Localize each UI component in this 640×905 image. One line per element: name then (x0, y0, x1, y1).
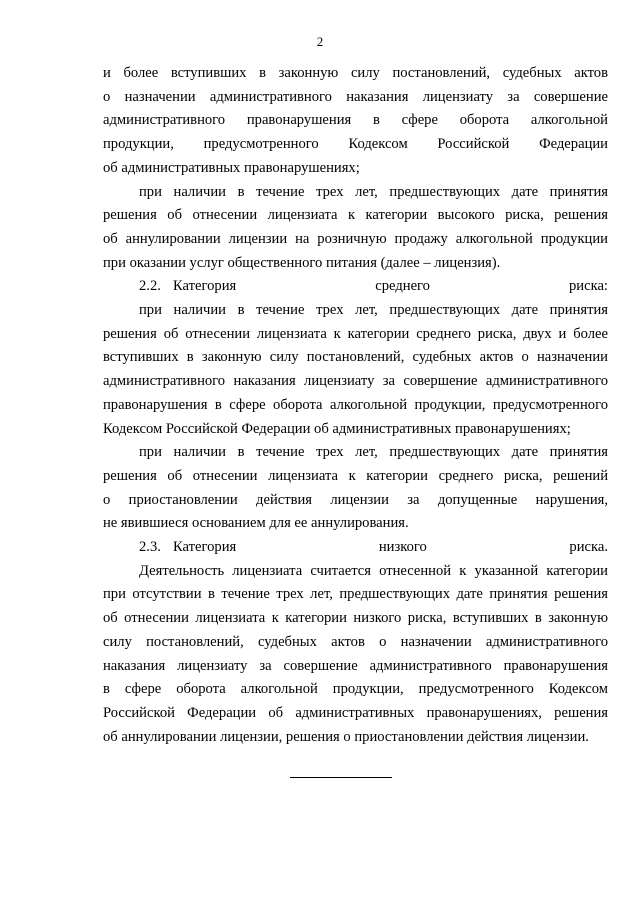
text-line: Кодексом Российской Федерации об административных правонарушениях; (103, 420, 571, 437)
text-line: о назначении административного наказания лицензиату за совершение (103, 88, 608, 105)
text-line: об аннулировании лицензии на розничную продажу алкогольной продукции (103, 230, 608, 247)
text-line: силу постановлений, судебных актов о назначении административного (103, 633, 608, 650)
text-line: решения об отнесении лицензиата к категории среднего риска, решений (103, 467, 608, 484)
text-line: в сфере оборота алкогольной продукции, предусмотренного Кодексом (103, 681, 608, 698)
section-title: Категория низкого риска. (173, 539, 608, 556)
paragraph-high-risk-annulment (103, 181, 608, 276)
paragraph-low-risk-definition (103, 560, 608, 750)
document-body (103, 62, 608, 749)
text-line: при наличии в течение трех лет, предшествующих дате принятия (139, 302, 608, 319)
text-line: при наличии в течение трех лет, предшествующих дате принятия (139, 444, 608, 461)
text-line: продукции, предусмотренного Кодексом Российской Федерации (103, 136, 608, 153)
text-line: административного правонарушения в сфере оборота алкогольной (103, 112, 608, 129)
text-line: административного наказания лицензиату за совершение административного (103, 373, 608, 390)
section-title: Категория среднего риска: (173, 278, 608, 295)
section-number: 2.3. (139, 539, 161, 556)
page-number: 2 (316, 34, 324, 49)
text-line: и более вступивших в законную силу постановлений, судебных актов (103, 65, 608, 81)
paragraph-continuation (103, 62, 608, 181)
section-heading-low-risk (103, 536, 608, 560)
text-line: решения об отнесении лицензиата к категории среднего риска, двух и более (103, 325, 608, 342)
text-line: при наличии в течение трех лет, предшествующих дате принятия (139, 183, 608, 200)
section-heading-medium-risk (103, 275, 608, 299)
text-line: о приостановлении действия лицензии за допущенные нарушения, (103, 491, 608, 508)
closing-rule-divider (290, 777, 392, 778)
text-line: при отсутствии в течение трех лет, предшествующих дате принятия решения (103, 586, 608, 603)
section-number: 2.2. (139, 278, 161, 295)
text-line: наказания лицензиату за совершение административного правонарушения (103, 657, 608, 674)
text-line: Российской Федерации об административных правонарушениях, решения (103, 704, 608, 721)
text-line: вступивших в законную силу постановлений, судебных актов о назначении (103, 349, 608, 366)
text-line: об отнесении лицензиата к категории низкого риска, вступивших в законную (103, 610, 608, 627)
text-line: об аннулировании лицензии, решения о приостановлении действия лицензии. (103, 728, 589, 745)
text-line: решения об отнесении лицензиата к категории высокого риска, решения (103, 207, 608, 224)
paragraph-medium-risk-decisions (103, 299, 608, 441)
text-line: не явившиеся основанием для ее аннулирования. (103, 515, 409, 532)
paragraph-medium-risk-suspension (103, 441, 608, 536)
text-line: Деятельность лицензиата считается отнесенной к указанной категории (139, 562, 608, 579)
text-line: об административных правонарушениях; (103, 159, 360, 176)
text-line: при оказании услуг общественного питания (далее – лицензия). (103, 254, 501, 271)
text-line: правонарушения в сфере оборота алкогольной продукции, предусмотренного (103, 396, 608, 413)
